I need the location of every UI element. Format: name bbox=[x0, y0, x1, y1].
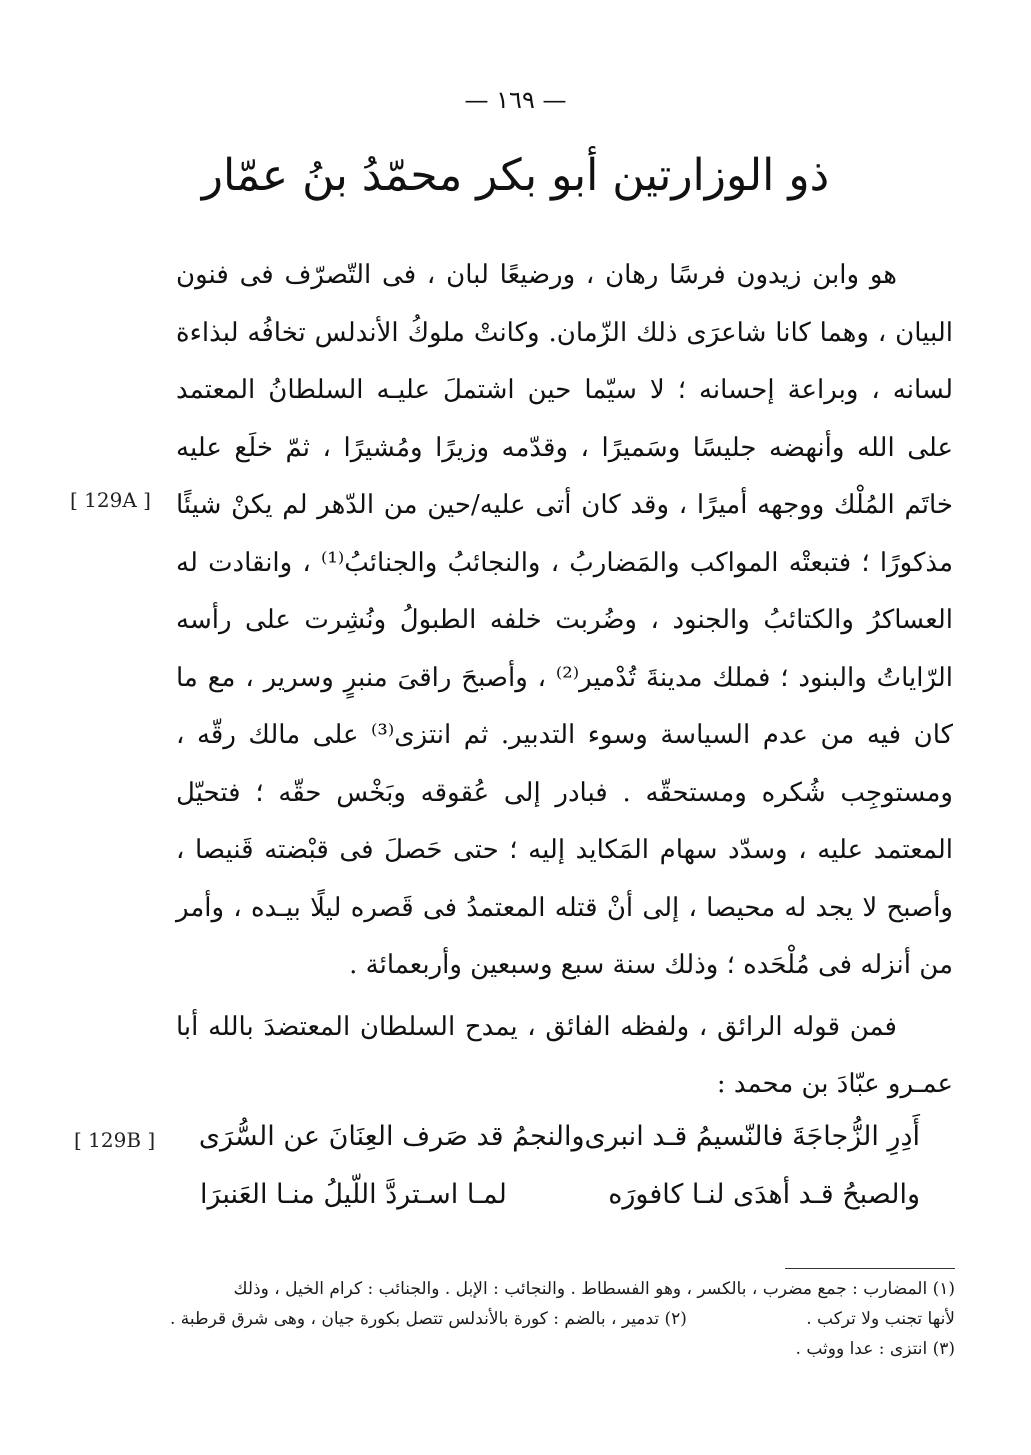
footnote-row bbox=[170, 1304, 955, 1334]
verse-first-hemistich: والصبحُ قـد أهدَى لنـا كافورَه bbox=[608, 1179, 920, 1210]
margin-reference-129b: [ 129B ] bbox=[74, 1128, 156, 1152]
verse-line bbox=[200, 1166, 920, 1224]
poem-verses bbox=[200, 1108, 920, 1224]
footnote-3: (٣) انتزى : عدا ووثب . bbox=[795, 1339, 955, 1359]
paragraph-biography: هو وابن زيدون فرسًا رهان ، ورضيعًا لبان ، فى التّصرّف فى فنون البيان ، وهما كانا شاعرَى ذلك الزّمان. وكانتْ ملوكُ الأندلس تخافُه لبذاءة لسانه ، وبراعة إحسانه ؛ لا سيّما حين اشتملَ عليـه السلطانُ المعتمد على الله وأنهضه جليسًا وسَميرًا ، وقدّمه وزيرًا ومُشيرًا ، ثمّ خلَع عليه خاتَم المُلْك ووجهه أميرًا ، وقد كان أتى عليه/حين من الدّهر لم يكنْ شيئًا مذكورًا ؛ فتبعتْه المواكب والمَضاربُ ، والنجائبُ والجنائبُ⁽¹⁾ ، وانقادت له العساكرُ والكتائبُ والجنود ، وضُربت خلفه الطبولُ ونُشِرت على رأسه الرّاياتُ والبنود ؛ فملك مدينةَ تُدْمير⁽²⁾ ، وأصبحَ راقىَ منبرٍ وسرير ، مع ما كان فيه من عدم السياسة وسوء التدبير. ثم انتزى⁽³⁾ على مالك رقّه ، ومستوجِب شُكره ومستحقّه . فبادر إلى عُقوقه وبَخْس حقّه ؛ فتحيّل المعتمد عليه ، وسدّد سهام المَكايد إليه ؛ حتى حَصلَ فى قبْضته قَنيصا ، وأصبح لا يجد له محيصا ، إلى أنْ قتله المعتمدُ فى قَصره ليلًا بيـده ، وأمر من أنزله فى مُلْحَده ؛ وذلك سنة سبع وسبعين وأربعمائة . bbox=[176, 260, 954, 980]
verse-second-hemistich: والنجمُ قد صَرف العِنَانَ عن السُّرَى bbox=[198, 1121, 585, 1152]
footnote-1: (١) المضارب : جمع مضرب ، بالكسر ، وهو الفسطاط . والنجائب : الإبل . والجنائب : كرام الخيل ، وذلك bbox=[233, 1279, 955, 1299]
footnote-1-continued: لأنها تجنب ولا تركب . bbox=[806, 1309, 955, 1329]
footnote-separator bbox=[785, 1268, 955, 1269]
footnotes bbox=[170, 1274, 955, 1364]
paragraph-poem-intro: فمن قوله الرائق ، ولفظه الفائق ، يمدح السلطان المعتضدَ بالله أبا عمـرو عبّادَ بن محمد : bbox=[176, 1011, 953, 1099]
verse-second-hemistich: لمـا اسـتردَّ اللّيلُ منـا العَنبرَا bbox=[200, 1179, 507, 1210]
body-text bbox=[176, 247, 953, 1114]
verse-line bbox=[200, 1108, 920, 1166]
page-number: — ١٦٩ — bbox=[464, 86, 567, 114]
footnote-2: (٢) تدمير ، بالضم : كورة بالأندلس تتصل بكورة جيان ، وهى شرق قرطبة . bbox=[170, 1309, 687, 1329]
margin-reference-129a: [ 129A ] bbox=[70, 488, 151, 512]
chapter-title: ذو الوزارتين أبو بكر محمّدُ بنُ عمّار bbox=[201, 150, 830, 201]
verse-first-hemistich: أَدِرِ الزُّجاجَةَ فالنّسيمُ قـد انبرى bbox=[584, 1121, 920, 1152]
